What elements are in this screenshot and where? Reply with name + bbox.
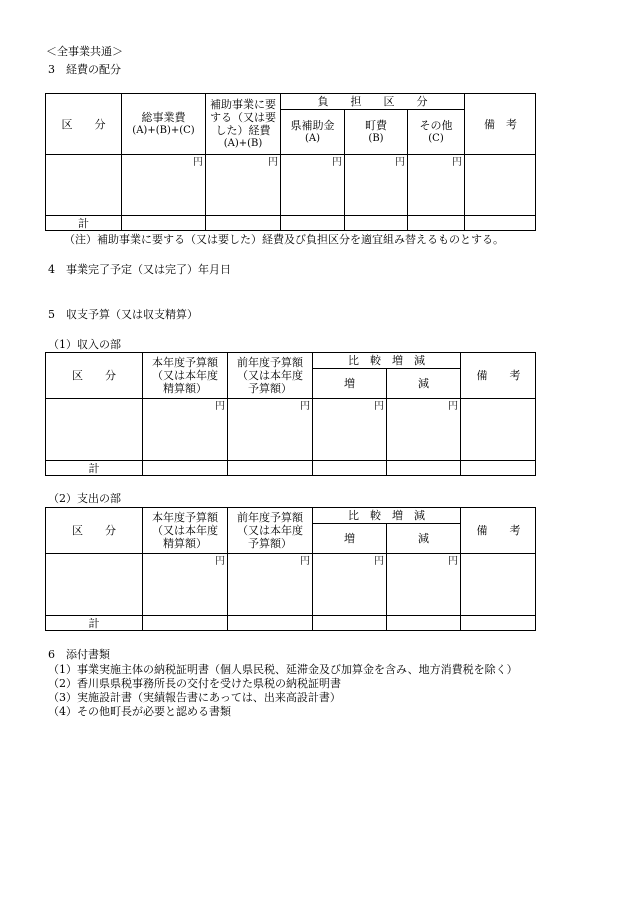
- col-current-line1: 本年度予算額: [152, 511, 218, 524]
- col-remarks: 備 考: [476, 524, 521, 537]
- col-prev-line2: （又は本年度: [237, 524, 303, 537]
- unit-label: 円: [448, 556, 458, 567]
- col-decrease: 減: [418, 377, 429, 390]
- col-town: [345, 110, 407, 154]
- col-current: [143, 508, 227, 553]
- col-prev: [228, 508, 312, 553]
- unit-label: 円: [448, 401, 458, 412]
- col-total-line2: (A)+(B)+(C): [132, 125, 195, 136]
- col-remarks: 備 考: [476, 369, 521, 382]
- col-current-line1: 本年度予算額: [152, 356, 218, 369]
- unit-label: 円: [395, 157, 405, 168]
- col-kubun: 区 分: [72, 524, 116, 537]
- expense-note: （注）補助事業に要する（又は要した）経費及び負担区分を適宜組み替えるものとする。: [64, 233, 504, 246]
- col-prev-line3: 予算額）: [248, 382, 292, 395]
- col-kubun: 区 分: [72, 369, 116, 382]
- total-row-label: 計: [88, 462, 100, 475]
- col-town-line2: (B): [368, 133, 384, 144]
- unit-label: 円: [193, 157, 203, 168]
- col-kubun: 区 分: [61, 117, 106, 131]
- unit-label: 円: [332, 157, 342, 168]
- col-increase: 増: [344, 532, 355, 545]
- unit-label: 円: [300, 556, 310, 567]
- col-pref-line1: 県補助金: [290, 119, 335, 132]
- col-compare: 比 較 増 減: [348, 509, 425, 522]
- form-header: ＜全事業共通＞: [46, 45, 123, 58]
- col-town-line1: 町費: [365, 119, 387, 132]
- col-subsidy-line2: する（又は要: [210, 111, 276, 124]
- col-subsidy-line3: した）経費: [215, 124, 271, 137]
- col-current-line2: （又は本年度: [152, 369, 218, 382]
- col-current-line2: （又は本年度: [152, 524, 218, 537]
- col-subsidy: [206, 94, 280, 154]
- col-pref: [281, 110, 344, 154]
- col-other-line1: その他: [419, 119, 453, 132]
- attachment-item: （1）事業実施主体の納税証明書（個人県民税、延滞金及び加算金を含み、地方消費税を除く）: [48, 663, 518, 676]
- unit-label: 円: [452, 157, 462, 168]
- unit-label: 円: [300, 401, 310, 412]
- section-5-heading: 5 収支予算（又は収支精算）: [48, 308, 198, 321]
- col-current: [143, 353, 227, 398]
- col-subsidy-line4: (A)+(B): [223, 138, 263, 149]
- unit-label: 円: [374, 556, 384, 567]
- col-increase: 増: [344, 377, 355, 390]
- section-6-heading: 6 添付書類: [48, 648, 110, 661]
- attachment-item: （4）その他町長が必要と認める書類: [48, 705, 231, 718]
- unit-label: 円: [268, 157, 278, 168]
- total-row-label: 計: [78, 217, 89, 230]
- col-current-line3: 精算額）: [163, 382, 207, 395]
- attachment-item: （3）実施設計書（実績報告書にあっては、出来高設計書）: [48, 691, 341, 704]
- unit-label: 円: [374, 401, 384, 412]
- col-total: [122, 94, 205, 154]
- income-title: （1）収入の部: [48, 338, 121, 351]
- col-prev-line1: 前年度予算額: [237, 511, 303, 524]
- attachment-item: （2）香川県県税事務所長の交付を受けた県税の納税証明書: [48, 677, 341, 690]
- col-other: [408, 110, 464, 154]
- col-prev: [228, 353, 312, 398]
- col-subsidy-line1: 補助事業に要: [210, 98, 276, 111]
- col-pref-line2: (A): [304, 133, 321, 144]
- col-decrease: 減: [418, 532, 429, 545]
- col-total-line1: 総事業費: [141, 111, 186, 124]
- col-prev-line3: 予算額）: [248, 537, 292, 550]
- col-compare: 比 較 増 減: [348, 354, 425, 367]
- section-4-heading: 4 事業完了予定（又は完了）年月日: [48, 263, 231, 276]
- col-remarks: 備 考: [484, 117, 517, 131]
- unit-label: 円: [215, 401, 225, 412]
- col-burden-group: 負 担 区 分: [317, 95, 428, 108]
- unit-label: 円: [215, 556, 225, 567]
- section-3-heading: 3 経費の配分: [48, 63, 121, 76]
- expenditure-title: （2）支出の部: [48, 492, 121, 505]
- col-prev-line2: （又は本年度: [237, 369, 303, 382]
- col-prev-line1: 前年度予算額: [237, 356, 303, 369]
- col-other-line2: (C): [428, 133, 444, 144]
- col-current-line3: 精算額）: [163, 537, 207, 550]
- total-row-label: 計: [88, 617, 100, 630]
